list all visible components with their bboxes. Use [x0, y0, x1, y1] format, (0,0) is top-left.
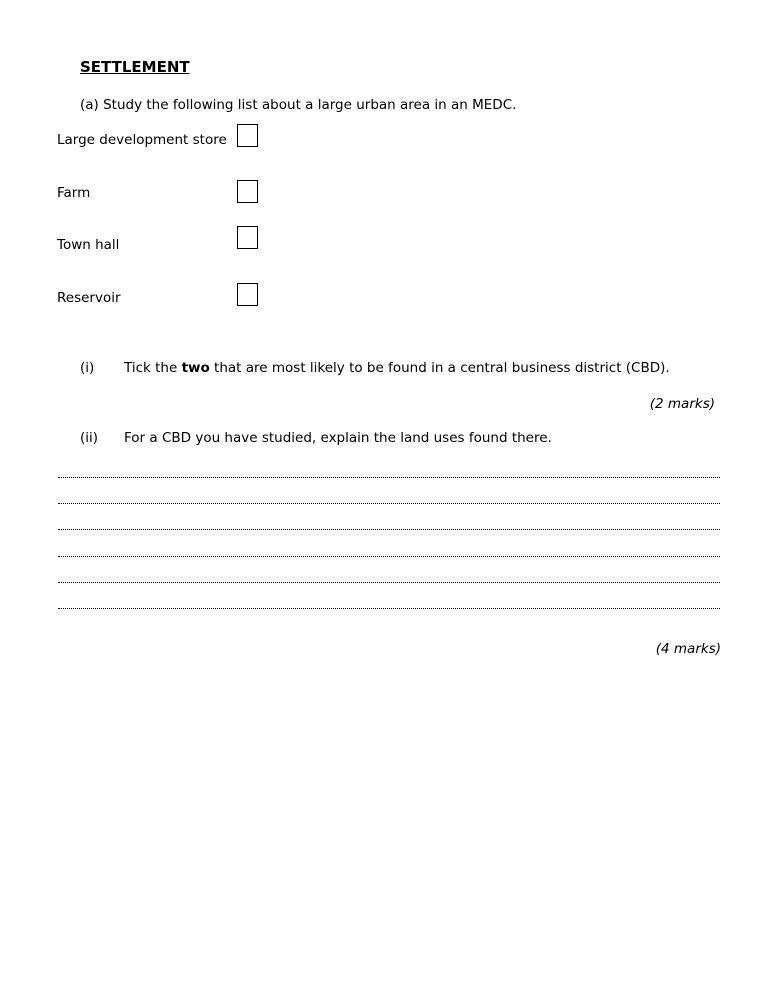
- question-ii-text: For a CBD you have studied, explain the land uses found there.: [124, 430, 552, 446]
- question-i-marks: (2 marks): [649, 396, 715, 412]
- answer-line[interactable]: [58, 582, 720, 583]
- section-heading: SETTLEMENT: [80, 58, 190, 76]
- answer-line[interactable]: [58, 556, 720, 557]
- question-intro: (a) Study the following list about a large urban area in an MEDC.: [80, 97, 517, 113]
- question-i-text-before: Tick the: [124, 360, 182, 376]
- checkbox-town-hall[interactable]: [237, 226, 258, 249]
- checkbox-large-development-store[interactable]: [237, 124, 258, 147]
- answer-line[interactable]: [58, 529, 720, 530]
- question-ii-number: (ii): [80, 430, 99, 446]
- question-i-text-after: that are most likely to be found in a central business district (CBD).: [209, 360, 670, 376]
- item-label-farm: Farm: [57, 185, 91, 201]
- question-i-text-bold: two: [181, 360, 210, 376]
- checkbox-farm[interactable]: [237, 180, 258, 203]
- answer-line[interactable]: [58, 477, 720, 478]
- item-label-large-development-store: Large development store: [57, 132, 227, 148]
- answer-line[interactable]: [58, 503, 720, 504]
- item-label-reservoir: Reservoir: [57, 290, 121, 306]
- item-label-town-hall: Town hall: [57, 237, 120, 253]
- answer-line[interactable]: [58, 608, 720, 609]
- question-i-number: (i): [80, 360, 95, 376]
- checkbox-reservoir[interactable]: [237, 283, 258, 306]
- question-i-text: [124, 360, 670, 376]
- question-ii-marks: (4 marks): [655, 641, 721, 657]
